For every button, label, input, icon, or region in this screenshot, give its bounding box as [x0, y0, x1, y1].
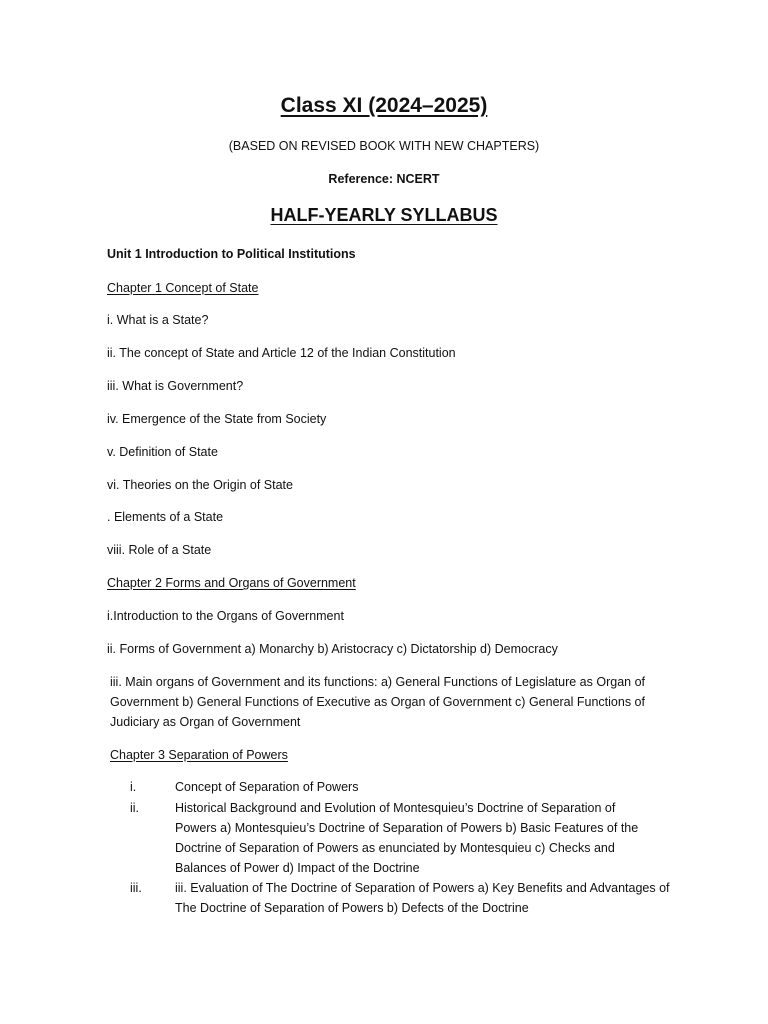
chapter-3-item: Concept of Separation of Powers	[175, 780, 359, 794]
chapter-2-item: ii. Forms of Government a) Monarchy b) Aristocracy c) Dictatorship d) Democracy	[107, 642, 558, 656]
list-number: iii.	[130, 881, 142, 895]
chapter-1-item: ii. The concept of State and Article 12 of the Indian Constitution	[107, 346, 456, 360]
chapter-3-item: iii. Evaluation of The Doctrine of Separation of Powers a) Key Benefits and Advantages of The Doctrine of Separation of Powers b) Defects of the Doctrine	[175, 881, 670, 915]
chapter-1-item: i. What is a State?	[107, 313, 209, 327]
chapter-1-item: viii. Role of a State	[107, 543, 212, 557]
syllabus-heading: HALF-YEARLY SYLLABUS	[270, 205, 498, 225]
reference-line: Reference: NCERT	[328, 172, 440, 186]
chapter-2-item: iii. Main organs of Government and its functions: a) General Functions of Legislature as Organ of Government b) General Functions of Executive as Organ of Government c) General Functions of Judiciary as Organ of Government	[110, 675, 645, 729]
chapter-1-item: iii. What is Government?	[107, 379, 244, 393]
chapter-2-heading: Chapter 2 Forms and Organs of Government	[107, 576, 356, 590]
list-number: i.	[130, 780, 137, 794]
page-title: Class XI (2024–2025)	[280, 94, 488, 117]
chapter-3-heading: Chapter 3 Separation of Powers	[110, 748, 288, 762]
chapter-1-item: iv. Emergence of the State from Society	[107, 412, 327, 426]
chapter-1-heading: Chapter 1 Concept of State	[107, 281, 259, 295]
chapter-2-item: i.Introduction to the Organs of Government	[107, 609, 344, 623]
unit-heading: Unit 1 Introduction to Political Institutions	[107, 247, 356, 261]
chapter-1-item: . Elements of a State	[107, 510, 224, 524]
page-subtitle: (BASED ON REVISED BOOK WITH NEW CHAPTERS)	[228, 139, 540, 153]
list-number: ii.	[130, 801, 140, 815]
chapter-3-item: Historical Background and Evolution of Montesquieu’s Doctrine of Separation of Powers a) Montesquieu’s Doctrine of Separation of Powers b) Basic Features of the Doctrine of Separation of Powers as enunciated by Montesquieu c) Checks and Balances of Power d) Impact of the Doctrine	[175, 801, 639, 875]
chapter-1-item: vi. Theories on the Origin of State	[107, 478, 293, 492]
chapter-1-item: v. Definition of State	[107, 445, 218, 459]
